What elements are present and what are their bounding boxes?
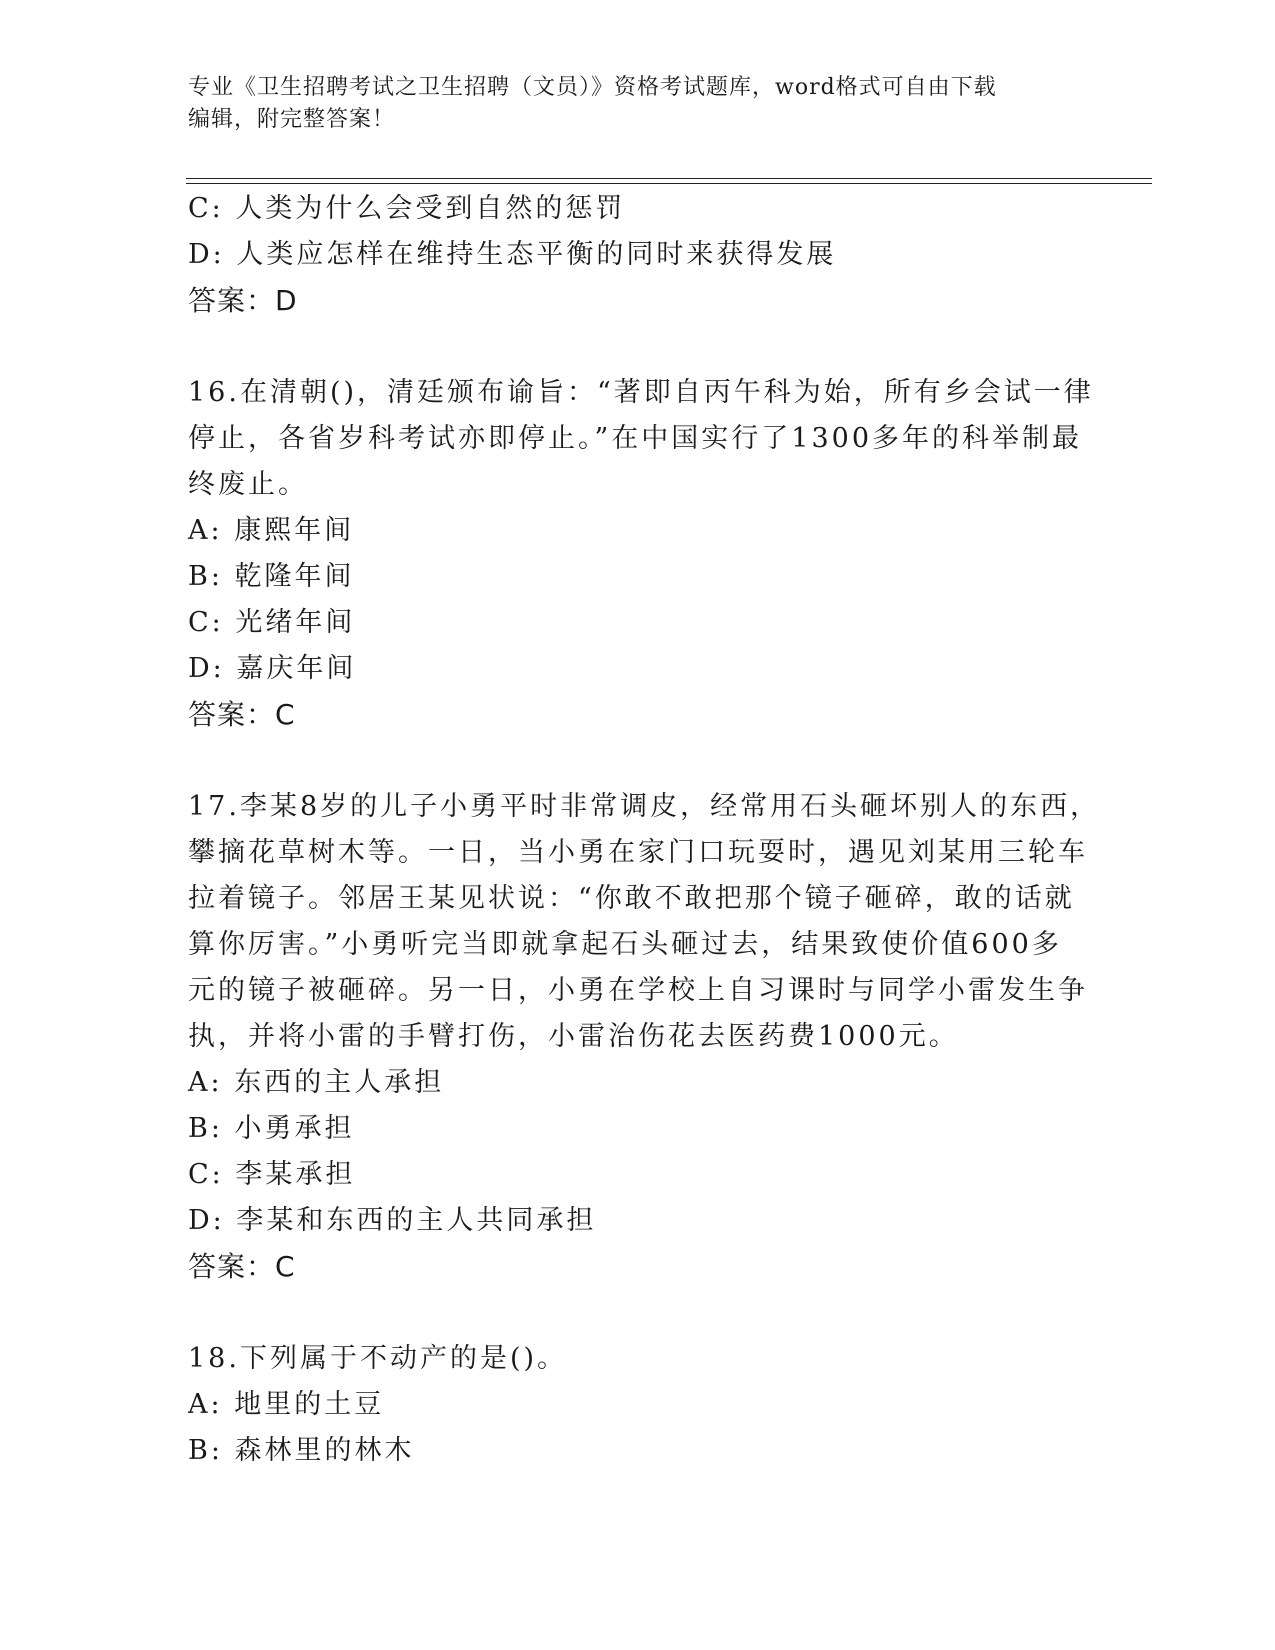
option-text: 嘉庆年间 [236, 653, 357, 684]
question-stem-line: 停止，各省岁科考试亦即停止。”在中国实行了1300多年的科举制最 [188, 423, 1083, 454]
option-c [188, 600, 1088, 646]
option-text: 光绪年间 [235, 607, 356, 638]
option-label: C: [188, 607, 224, 638]
option-a [188, 1382, 1088, 1428]
question-18 [188, 1336, 1088, 1474]
option-label: B: [188, 1113, 223, 1144]
option-b [188, 554, 1088, 600]
option-text: 康熙年间 [234, 515, 355, 546]
question-stem-line: 18.下列属于不动产的是()。 [188, 1343, 568, 1374]
header-line-1: 专业《卫生招聘考试之卫生招聘（文员）》资格考试题库，word格式可自由下载 [188, 75, 997, 100]
option-c [188, 1152, 1088, 1198]
prev-question [188, 186, 1088, 324]
answer: 答案：C [188, 1250, 296, 1283]
option-label: D: [188, 653, 225, 684]
option-text: 李某承担 [235, 1159, 356, 1190]
question-content [188, 186, 1101, 1474]
question-stem-line: 终废止。 [188, 469, 308, 500]
option-text: 人类应怎样在维持生态平衡的同时来获得发展 [236, 239, 837, 270]
option-text: 地里的土豆 [234, 1389, 385, 1420]
option-label: C: [188, 193, 224, 224]
option-text: 人类为什么会受到自然的惩罚 [235, 193, 626, 224]
option-label: D: [188, 1205, 225, 1236]
question-stem-line: 攀摘花草树木等。一日，当小勇在家门口玩耍时，遇见刘某用三轮车 [188, 837, 1088, 868]
option-label: A: [188, 1067, 223, 1098]
option-b [188, 1106, 1088, 1152]
option-text: 李某和东西的主人共同承担 [236, 1205, 597, 1236]
question-stem-line: 拉着镜子。邻居王某见状说：“你敢不敢把那个镜子砸碎，敢的话就 [188, 883, 1075, 914]
question-stem-line: 元的镜子被砸碎。另一日，小勇在学校上自习课时与同学小雷发生争 [188, 975, 1088, 1006]
option-text: 乾隆年间 [234, 561, 355, 592]
answer: 答案：D [188, 284, 298, 317]
option-label: B: [188, 561, 223, 592]
option-d [188, 646, 1088, 692]
option-text: 小勇承担 [234, 1113, 355, 1144]
option-b [188, 1428, 1088, 1474]
header-rule-top [186, 178, 1152, 179]
option-label: A: [188, 515, 223, 546]
page-header [188, 72, 1088, 136]
question-stem-line: 17.李某8岁的儿子小勇平时非常调皮，经常用石头砸坏别人的东西， [188, 791, 1101, 822]
option-text: 森林里的林木 [234, 1435, 415, 1466]
option-d [188, 232, 1088, 278]
question-stem-line: 算你厉害。”小勇听完当即就拿起石头砸过去，结果致使价值600多 [188, 929, 1062, 960]
header-rule-bottom [186, 183, 1152, 184]
question-stem-line: 执，并将小雷的手臂打伤，小雷治伤花去医药费1000元。 [188, 1021, 959, 1052]
option-label: C: [188, 1159, 224, 1190]
header-line-2: 编辑，附完整答案！ [188, 107, 396, 132]
option-a [188, 508, 1088, 554]
option-label: D: [188, 239, 225, 270]
option-text: 东西的主人承担 [234, 1067, 445, 1098]
question-17 [188, 784, 1101, 1290]
option-a [188, 1060, 1088, 1106]
option-c [188, 186, 1088, 232]
question-stem-line: 16.在清朝()，清廷颁布谕旨：“著即自丙午科为始，所有乡会试一律 [188, 377, 1094, 408]
option-label: B: [188, 1435, 223, 1466]
option-d [188, 1198, 1088, 1244]
option-label: A: [188, 1389, 223, 1420]
question-16 [188, 370, 1094, 738]
answer: 答案：C [188, 698, 296, 731]
